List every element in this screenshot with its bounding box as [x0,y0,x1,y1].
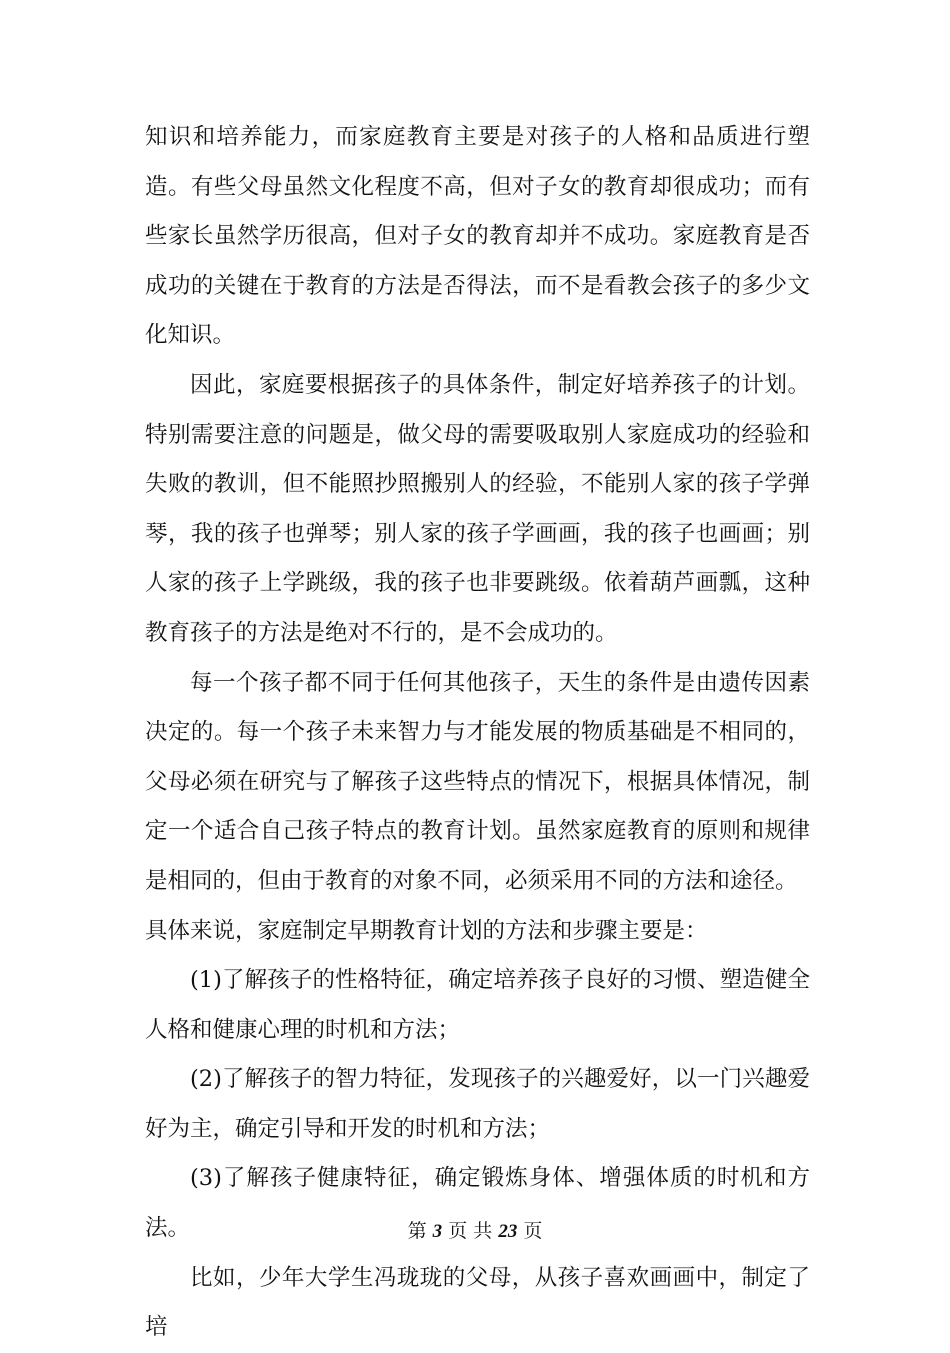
paragraph-1: 知识和培养能力，而家庭教育主要是对孩子的人格和品质进行塑造。有些父母虽然文化程度不高，但对子女的教育却很成功；而有些家长虽然学历很高，但对子女的教育却并不成功。家庭教育是否成功的关键在于教育的方法是否得法，而不是看教会孩子的多少文化知识。 [145,124,810,349]
footer-suffix: 页 [523,1220,543,1242]
footer-middle: 页 共 [448,1220,493,1242]
paragraph-3: 每一个孩子都不同于任何其他孩子，天生的条件是由遗传因素决定的。每一个孩子未来智力与才能发展的物质基础是不相同的，父母必须在研究与了解孩子这些特点的情况下，根据具体情况，制定一个适合自己孩子特点的教育计划。虽然家庭教育的原则和规律是相同的，但由于教育的对象不同，必须采用不同的方法和途径。 [145,669,810,894]
page-number-current: 3 [432,1221,443,1242]
paragraph-2: 因此，家庭要根据孩子的具体条件，制定好培养孩子的计划。特别需要注意的问题是，做父母的需要吸取别人家庭成功的经验和失败的教训，但不能照抄照搬别人的经验，不能别人家的孩子学弹琴，我的孩子也弹琴；别人家的孩子学画画，我的孩子也画画；别人家的孩子上学跳级，我的孩子也非要跳级。依着葫芦画瓢，这种教育孩子的方法是绝对不行的，是不会成功的。 [145,371,810,646]
page-number-total: 23 [498,1221,518,1242]
paragraph-4: 具体来说，家庭制定早期教育计划的方法和步骤主要是： [145,917,708,944]
list-item-1: (1)了解孩子的性格特征，确定培养孩子良好的习惯、塑造健全人格和健康心理的时机和方法； [145,967,810,1043]
paragraph-5: 比如，少年大学生冯珑珑的父母，从孩子喜欢画画中，制定了培 [145,1264,810,1341]
list-item-2: (2)了解孩子的智力特征，发现孩子的兴趣爱好，以一门兴趣爱好为主，确定引导和开发的时机和方法； [145,1066,810,1142]
footer-prefix: 第 [407,1220,427,1242]
page-footer [0,1217,950,1246]
body-text [145,113,810,1353]
list-item-3: (3)了解孩子健康特征，确定锻炼身体、增强体质的时机和方法。 [145,1165,810,1242]
